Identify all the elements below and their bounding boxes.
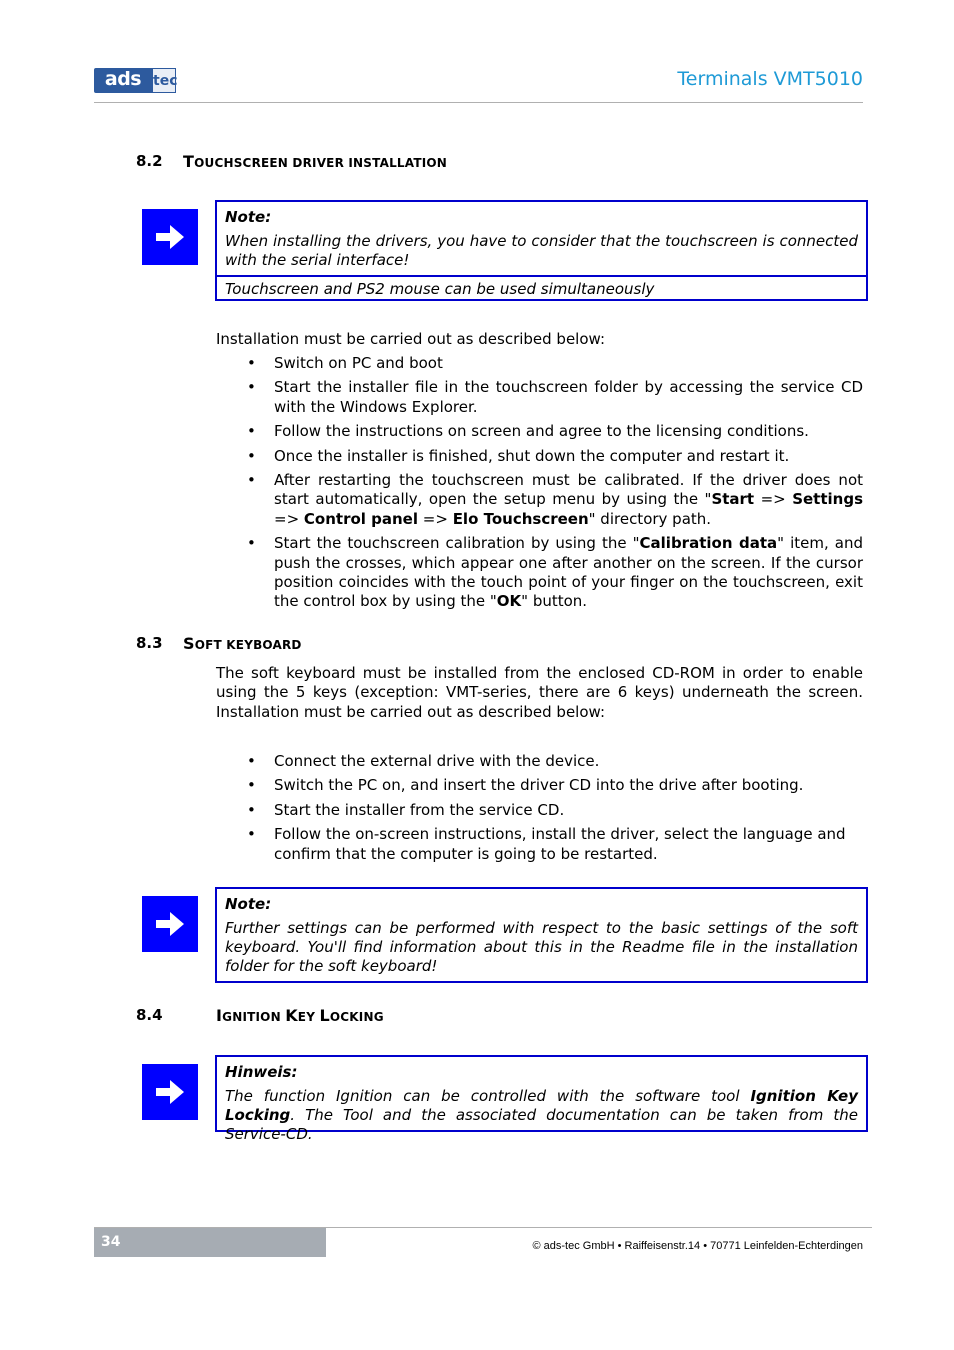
list-item: • Once the installer is finished, shut down the computer and restart it. <box>247 446 790 465</box>
section-8-2-number: 8.2 <box>136 152 163 170</box>
note-title: Hinweis: <box>225 1063 298 1081</box>
note-arrow-icon <box>142 1064 198 1120</box>
note-box-soft-keyboard <box>215 887 868 983</box>
section-8-4-title: IGNITION KEY LOCKING <box>216 1006 384 1025</box>
section-8-4-number: 8.4 <box>136 1006 163 1024</box>
list-item: • Start the installer from the service CD. <box>247 800 565 819</box>
note-box-touchscreen <box>215 200 868 301</box>
header-divider <box>94 102 863 103</box>
logo-ads: ads <box>94 68 152 93</box>
note-text: Further settings can be performed with respect to the basic settings of the soft keyboard. You'll find information about this in the Readme file in the installation folder for the soft keyboard! <box>225 919 858 975</box>
note-text: When installing the drivers, you have to consider that the touchscreen is connected with the serial interface! <box>225 232 858 269</box>
logo-tec: tec <box>152 68 176 93</box>
list-item: • Start the touchscreen calibration by using the "Calibration data" item, and push the crosses, which appear one after another on the screen. If the cursor position coincides with the touch point of your finger on the touchscreen, exit the control box by using the "OK" button. <box>247 534 863 611</box>
section-8-3-number: 8.3 <box>136 634 163 652</box>
list-item: • Follow the on-screen instructions, install the driver, select the language and confirm that the computer is going to be restarted. <box>247 825 846 863</box>
install-intro: Installation must be carried out as described below: <box>216 330 606 348</box>
note-title: Note: <box>225 208 272 226</box>
document-title: Terminals VMT5010 <box>677 68 863 90</box>
list-item: • Connect the external drive with the device. <box>247 752 600 770</box>
soft-keyboard-intro: The soft keyboard must be installed from the enclosed CD-ROM in order to enable using the 5 keys (exception: VMT-series, there are 6 keys) underneath the screen. Installation must be carried out as described below: <box>216 664 863 721</box>
section-8-2-title: TOUCHSCREEN DRIVER INSTALLATION <box>183 152 448 171</box>
list-item: • Switch on PC and boot <box>247 354 443 372</box>
note-arrow-icon <box>142 896 198 952</box>
list-item: • Start the installer file in the touchscreen folder by accessing the service CD with the Windows Explorer. <box>247 378 863 416</box>
soft-keyboard-steps-list <box>216 752 863 869</box>
note-arrow-icon <box>142 209 198 265</box>
list-item: • Switch the PC on, and insert the driver CD into the drive after booting. <box>247 776 804 795</box>
list-item: • Follow the instructions on screen and agree to the licensing conditions. <box>247 422 809 441</box>
company-logo <box>94 68 176 93</box>
section-8-3-title: SOFT KEYBOARD <box>183 634 302 653</box>
footer-copyright: © ads-tec GmbH • Raiffeisenstr.14 • 70771 Leinfelden-Echterdingen <box>532 1240 863 1252</box>
page-number: 34 <box>101 1234 121 1250</box>
list-item: • After restarting the touchscreen must be calibrated. If the driver does not start automatically, open the setup menu by using the "Start => Settings => Control panel => Elo Touchscreen" directory path. <box>247 471 863 528</box>
note-text-2: Touchscreen and PS2 mouse can be used simultaneously <box>225 280 655 298</box>
note-box-ignition <box>215 1055 868 1143</box>
note-text: The function Ignition can be controlled with the software tool Ignition Key Locking. The Tool and the associated documentation can be taken from the Service-CD. <box>225 1087 858 1143</box>
note-title: Note: <box>225 895 272 913</box>
install-steps-list <box>216 354 863 617</box>
footer-page-bar <box>94 1228 326 1257</box>
